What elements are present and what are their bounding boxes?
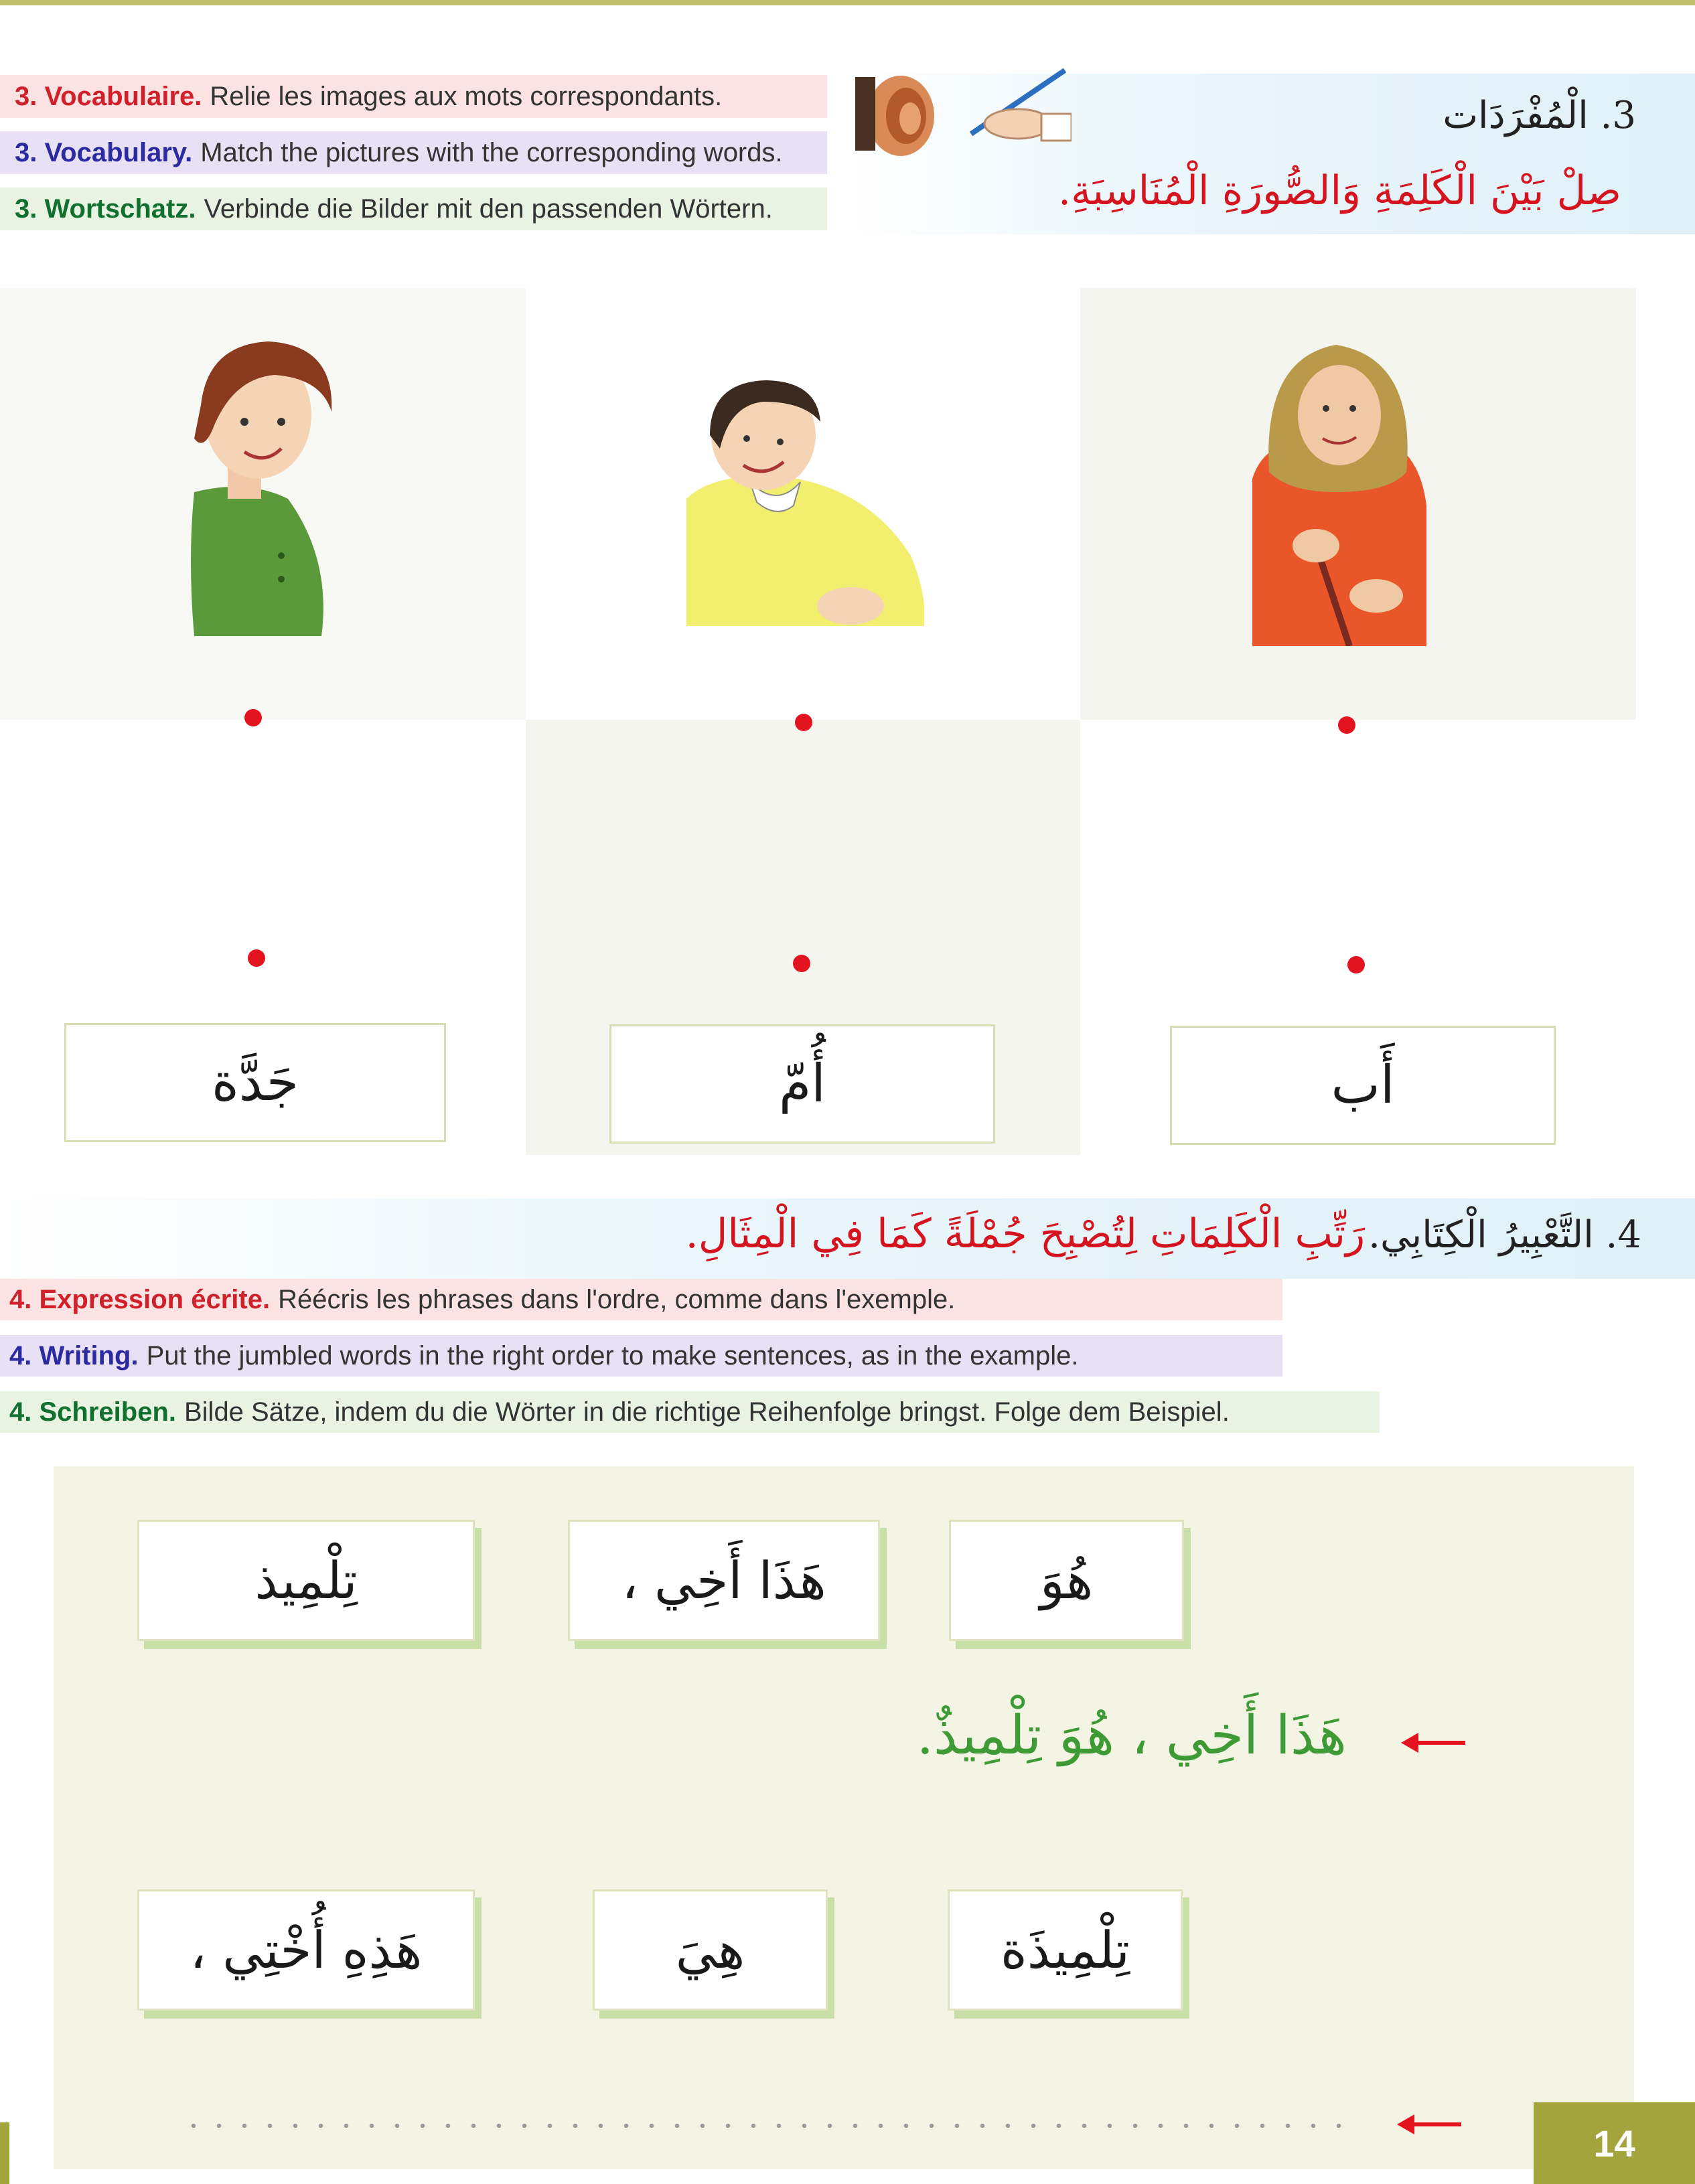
section3-instruction-en: 3. Vocabulary. Match the pictures with the corresponding words. [0,131,827,174]
section3-instruction-de: 3. Wortschatz. Verbinde die Bilder mit den passenden Wörtern. [0,187,827,230]
word-dot-2[interactable] [793,955,810,972]
word-box-father[interactable]: أَب [1170,1026,1556,1145]
section3-instruction-fr: 3. Vocabulaire. Relie les images aux mots correspondants. [0,75,827,118]
word-dot-3[interactable] [1347,956,1365,973]
word-box-mother[interactable]: أُمّ [609,1024,995,1144]
section4-instruction-en: 4. Writing. Put the jumbled words in the right order to make sentences, as in the example. [0,1335,1282,1377]
top-edge [0,0,1695,5]
example-arrow-icon [1413,1741,1465,1745]
word-box-grandmother[interactable]: جَدَّة [64,1023,446,1142]
answer-arrow-icon [1409,2122,1461,2126]
word-card-tilmidh[interactable]: تِلْمِيذ [137,1520,475,1641]
word-card-hadha-akhi[interactable]: هَذَا أَخِي ، [568,1520,880,1641]
writing-hand-icon [958,67,1072,147]
section3-arabic-instruction: صِلْ بَيْنَ الْكَلِمَةِ وَالصُّورَةِ الْمُنَاسِبَةِ. [1058,167,1621,214]
section4-instruction-fr: 4. Expression écrite. Réécris les phrases dans l'ordre, comme dans l'exemple. [0,1279,1282,1320]
word-card-hiya[interactable]: هِيَ [593,1889,828,2011]
left-edge-tab [0,2122,9,2184]
picture-dot-2[interactable] [795,714,812,731]
word-card-tilmidha[interactable]: تِلْمِيذَة [948,1889,1183,2011]
picture-dot-3[interactable] [1338,716,1355,734]
ear-icon [854,70,948,161]
example-answer: هَذَا أَخِي ، هُوَ تِلْمِيذٌ. [916,1704,1347,1766]
word-dot-1[interactable] [248,949,265,967]
grandmother-picture[interactable] [1249,331,1430,646]
section4-arabic-instruction: رَتِّبِ الْكَلِمَاتِ لِتُصْبِحَ جُمْلَةً كَمَا فِي الْمِثَالِ. [685,1211,1366,1257]
section4-arabic-title: 4. التَّعْبِيرُ الْكِتَابِي. [1368,1213,1641,1257]
section3-arabic-title: 3. الْمُفْرَدَات [1443,94,1636,137]
section4-arabic-heading [686,1211,1641,1257]
page-number: 14 [1534,2102,1695,2184]
girl-picture[interactable] [188,338,348,636]
word-card-huwa[interactable]: هُوَ [949,1520,1184,1641]
word-card-hadhihi-ukhti[interactable]: هَذِهِ أُخْتِي ، [137,1889,475,2011]
section4-instruction-de: 4. Schreiben. Bilde Sätze, indem du die Wörter in die richtige Reihenfolge bringst. Folge dem Beispiel. [0,1391,1380,1433]
answer-dotted-line[interactable] [181,2124,1346,2128]
boy-picture[interactable] [683,375,924,626]
picture-dot-1[interactable] [244,709,262,726]
